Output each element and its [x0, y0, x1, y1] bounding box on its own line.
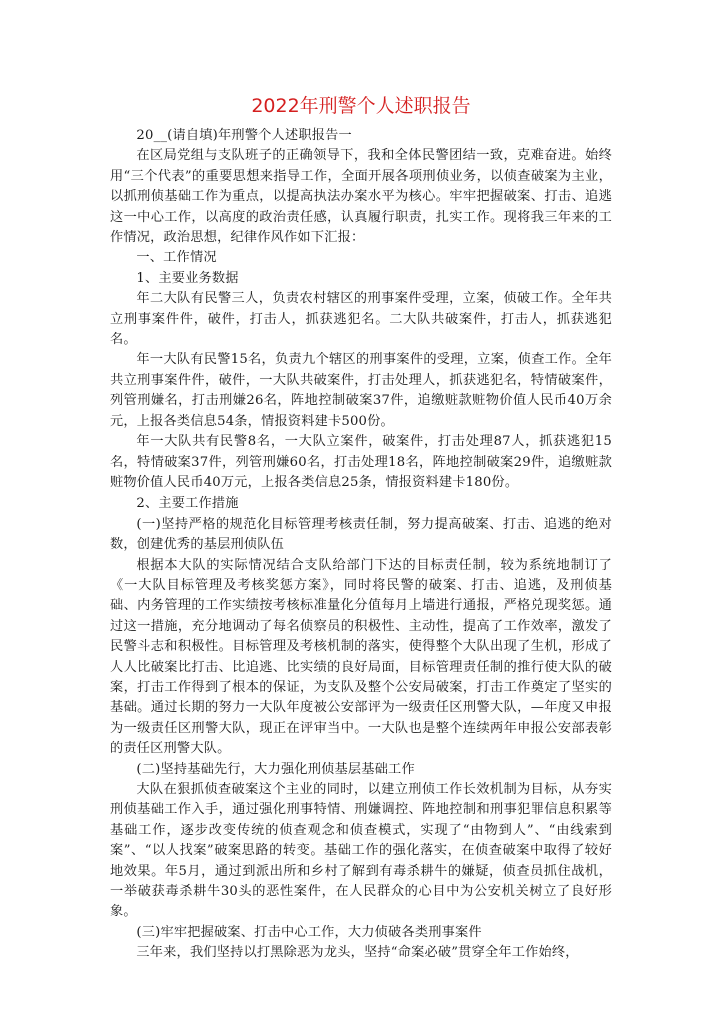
section-heading-work-status: 一、工作情况	[136, 250, 217, 266]
data-paragraph-first-brigade-b: 年一大队共有民警8名，一大队立案件，破案件，打击处理87人，抓获逃犯15名，特情破案37件，列管刑嫌60名，打击处理18名，阵地控制破案29件，追缴赃款赃物价值人民币40万元，上报各类信息25条，情报资料建卡180份。	[110, 434, 612, 490]
document-title: 2022年刑警个人述职报告	[251, 95, 471, 117]
subheading-work-measures: 2、主要工作措施	[136, 496, 239, 512]
intro-paragraph: 在区局党组与支队班子的正确领导下，我和全体民警团结一致，克难奋进。始终用“三个代表”的重要思想来指导工作，全面开展各项刑侦业务，以侦查破案为主业，以抓刑侦基础工作为重点，以提高执法办案水平为核心。牢牢把握破案、打击、追逃这一中心工作，以高度的政治责任感，认真履行职责，扎实工作。现将我三年来的工作情况，政治思想，纪律作风作如下汇报：	[110, 148, 612, 246]
measure-heading-3: (三)牢牢把握破案、打击中心工作，大力侦破各类刑事案件	[136, 924, 482, 940]
report-subtitle: 20__(请自填)年刑警个人述职报告一	[136, 128, 352, 143]
measure-heading-2: (二)坚持基础先行，大力强化刑侦基层基础工作	[136, 761, 415, 777]
measure-body-1: 根据本大队的实际情况结合支队给部门下达的目标责任制，较为系统地制订了《一大队目标管理及考核奖惩方案》，同时将民警的破案、打击、追逃，及刑侦基础、内务管理的工作实绩按考核标准量化分值每月上墙进行通报，严格兑现奖惩。通过这一措施，充分地调动了每名侦察员的积极性、主动性，提高了工作效率，激发了民警斗志和积极性。目标管理及考核机制的落实，使得整个大队出现了生机，形成了人人比破案比打击、比追逃、比实绩的良好局面，目标管理责任制的推行使大队的破案，打击工作得到了根本的保证，为支队及整个公安局破案，打击工作奠定了坚实的基础。通过长期的努力一大队年度被公安部评为一级责任区刑警大队，—年度又申报为一级责任区刑警大队，现正在评审当中。一大队也是整个连续两年申报公安部表彰的责任区刑警大队。	[110, 557, 612, 757]
measure-body-3: 三年来，我们坚持以打黑除恶为龙头，坚持“命案必破”贯穿全年工作始终，	[136, 945, 579, 961]
data-paragraph-second-brigade: 年二大队有民警三人，负责农村辖区的刑事案件受理，立案，侦破工作。全年共立刑事案件件，破件，打击人，抓获逃犯名。二大队共破案件，打击人，抓获逃犯名。	[110, 291, 612, 348]
measure-heading-1: (一)坚持严格的规范化目标管理考核责任制，努力提高破案、打击、追逃的绝对数，创建优秀的基层刑侦队伍	[110, 516, 612, 553]
document-page	[110, 93, 612, 964]
subheading-business-data: 1、主要业务数据	[136, 270, 239, 286]
measure-body-2: 大队在狠抓侦查破案这个主业的同时，以建立刑侦工作长效机制为目标，从夯实刑侦基础工作入手，通过强化刑事特情、刑嫌调控、阵地控制和刑事犯罪信息积累等基础工作，逐步改变传统的侦查观念和侦查模式，实现了“由物到人”、“由线索到案”、“以人找案”破案思路的转变。基础工作的强化落实，在侦查破案中取得了较好地效果。年5月，通过到派出所和乡村了解到有毒杀耕牛的嫌疑，侦查员抓住战机，一举破获毒杀耕牛30头的恶性案件，在人民群众的心目中为公安机关树立了良好形象。	[110, 782, 612, 920]
data-paragraph-first-brigade-a: 年一大队有民警15名，负责九个辖区的刑事案件的受理，立案，侦查工作。全年共立刑事案件件，破件，一大队共破案件，打击处理人，抓获逃犯名，特情破案件，列管刑嫌名，打击刑嫌26名，阵地控制破案37件，追缴赃款赃物价值人民币40万余元，上报各类信息54条，情报资料建卡500份。	[110, 352, 612, 429]
